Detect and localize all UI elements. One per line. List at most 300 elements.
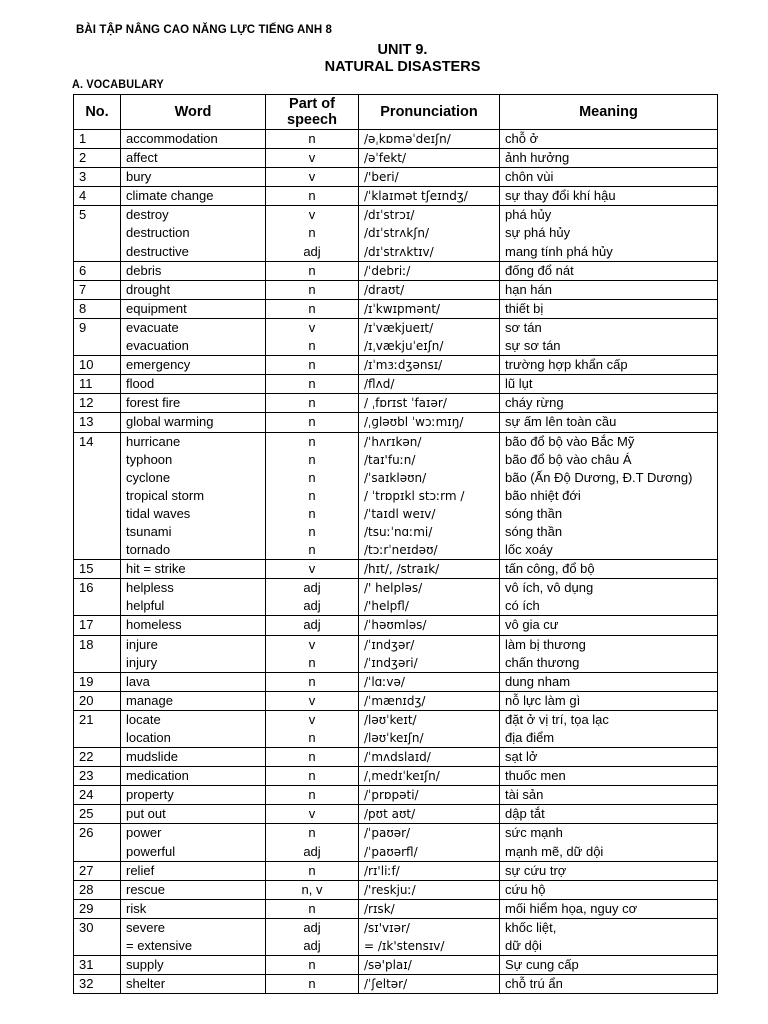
word-cell <box>121 861 266 880</box>
pos-line: adj <box>303 598 321 614</box>
word-cell <box>121 130 266 149</box>
pronunciation-cell <box>359 767 500 786</box>
pronunciation-cell <box>359 168 500 187</box>
pronunciation-cell <box>359 432 500 560</box>
meaning-cell <box>500 975 718 994</box>
word-cell <box>121 748 266 767</box>
pronunciation-line: /taɪ'fuːn/ <box>364 452 416 467</box>
table-row <box>74 805 718 824</box>
pronunciation-cell <box>359 149 500 168</box>
pos-line: n <box>308 414 316 430</box>
pronunciation-cell <box>359 880 500 899</box>
pos-line: v <box>308 150 316 166</box>
pronunciation-line: /ɪˈkwɪpmənt/ <box>364 301 441 316</box>
word-line: helpful <box>126 598 165 614</box>
meaning-cell <box>500 168 718 187</box>
pronunciation-line: /' helpləs/ <box>364 581 423 596</box>
pronunciation-cell <box>359 824 500 861</box>
word-cell <box>121 767 266 786</box>
meaning-line: tài sản <box>505 787 544 803</box>
part-of-speech-cell <box>266 356 359 375</box>
word-line: tropical storm <box>126 487 205 503</box>
part-of-speech-cell <box>266 375 359 394</box>
word-line: tsunami <box>126 523 172 539</box>
word-line: drought <box>126 281 171 297</box>
pronunciation-line: /rɪ'liːf/ <box>364 863 400 878</box>
pronunciation-line: /ˌɡləʊbl ˈwɔːmɪŋ/ <box>364 415 464 430</box>
word-line: climate change <box>126 188 214 204</box>
table-row <box>74 149 718 168</box>
pronunciation-line: /ˈhəʊmləs/ <box>364 618 427 633</box>
pos-line: n <box>308 433 316 449</box>
part-of-speech-cell <box>266 918 359 955</box>
row-number-cell: 13 <box>74 413 121 432</box>
pronunciation-line: = /ɪk'stensɪv/ <box>364 939 445 954</box>
word-line: powerful <box>126 843 176 859</box>
header-pronunciation: Pronunciation <box>359 95 500 130</box>
pronunciation-line: /sɪ'vɪər/ <box>364 920 410 935</box>
word-line: equipment <box>126 300 187 316</box>
row-number-cell: 18 <box>74 635 121 672</box>
meaning-cell <box>500 206 718 261</box>
word-cell <box>121 579 266 616</box>
pos-line: adj <box>303 843 321 859</box>
word-line: accommodation <box>126 131 218 146</box>
meaning-line: thiết bị <box>505 300 544 316</box>
meaning-line: bão (Ấn Độ Dương, Đ.T Dương) <box>505 469 693 485</box>
word-cell <box>121 824 266 861</box>
meaning-line: bão nhiệt đới <box>505 487 581 503</box>
meaning-line: mạnh mẽ, dữ dội <box>505 843 604 859</box>
word-cell <box>121 616 266 635</box>
part-of-speech-cell <box>266 767 359 786</box>
pos-line: n <box>308 542 316 558</box>
meaning-line: vô gia cư <box>505 617 559 633</box>
word-line: supply <box>126 957 164 973</box>
pos-line: n <box>308 395 316 411</box>
pronunciation-line: /ɪˌvækjuˈeɪʃn/ <box>364 339 444 354</box>
pronunciation-cell <box>359 805 500 824</box>
meaning-line: dung nham <box>505 673 571 689</box>
header-meaning: Meaning <box>500 95 718 130</box>
part-of-speech-cell <box>266 149 359 168</box>
pos-line: n <box>308 900 316 916</box>
row-number-cell: 29 <box>74 899 121 918</box>
word-line: risk <box>126 900 147 916</box>
row-number-cell: 8 <box>74 299 121 318</box>
pos-line: v <box>308 636 316 652</box>
pronunciation-line: /əˈfekt/ <box>364 151 407 166</box>
part-of-speech-cell <box>266 299 359 318</box>
meaning-cell <box>500 432 718 560</box>
pronunciation-cell <box>359 956 500 975</box>
part-of-speech-cell <box>266 168 359 187</box>
meaning-line: cứu hộ <box>505 881 546 897</box>
pronunciation-line: /ˈɪndʒəri/ <box>364 655 418 670</box>
pronunciation-line: / ˈtrɒpɪkl stɔːrm / <box>364 488 465 503</box>
word-line: global warming <box>126 414 214 430</box>
row-number-cell: 1 <box>74 130 121 149</box>
meaning-line: sóng thần <box>505 505 563 521</box>
table-row <box>74 767 718 786</box>
pos-line: n, v <box>301 881 323 897</box>
part-of-speech-cell <box>266 394 359 413</box>
pos-line: n <box>308 673 316 689</box>
word-cell <box>121 299 266 318</box>
meaning-cell <box>500 356 718 375</box>
meaning-cell <box>500 880 718 899</box>
word-line: forest fire <box>126 395 181 411</box>
row-number-cell: 5 <box>74 206 121 261</box>
word-cell <box>121 280 266 299</box>
meaning-line: trường hợp khẩn cấp <box>505 357 628 373</box>
pos-line: v <box>308 169 316 185</box>
meaning-line: ảnh hưởng <box>505 150 570 166</box>
word-line: = extensive <box>126 938 193 954</box>
part-of-speech-cell <box>266 691 359 710</box>
meaning-line: tấn công, đổ bộ <box>505 561 595 577</box>
word-cell <box>121 318 266 355</box>
pos-line: n <box>308 300 316 316</box>
pos-line: n <box>308 225 316 241</box>
pos-line: adj <box>303 919 321 935</box>
table-row <box>74 413 718 432</box>
word-cell <box>121 899 266 918</box>
pos-line: n <box>308 976 316 992</box>
part-of-speech-cell <box>266 786 359 805</box>
pronunciation-cell <box>359 375 500 394</box>
meaning-line: sơ tán <box>505 319 542 335</box>
row-number-cell: 25 <box>74 805 121 824</box>
word-line: manage <box>126 692 173 708</box>
word-line: property <box>126 787 174 803</box>
pos-line: v <box>308 319 316 335</box>
meaning-line: địa điểm <box>505 730 555 745</box>
word-cell <box>121 786 266 805</box>
pos-line: n <box>308 957 316 973</box>
row-number-cell: 31 <box>74 956 121 975</box>
part-of-speech-cell <box>266 261 359 280</box>
pronunciation-line: /dɪˈstrʌktɪv/ <box>364 244 434 259</box>
part-of-speech-cell <box>266 748 359 767</box>
meaning-line: sạt lở <box>505 749 538 765</box>
part-of-speech-cell <box>266 710 359 747</box>
meaning-cell <box>500 956 718 975</box>
pronunciation-line: /ˈmʌdslaɪd/ <box>364 750 431 765</box>
pronunciation-cell <box>359 616 500 635</box>
pronunciation-line: /hɪt/, /straɪk/ <box>364 562 440 577</box>
meaning-cell <box>500 635 718 672</box>
table-row <box>74 975 718 994</box>
pronunciation-cell <box>359 748 500 767</box>
meaning-cell <box>500 616 718 635</box>
table-body <box>74 130 718 994</box>
pronunciation-line: /dɪˈstrʌkʃn/ <box>364 226 430 241</box>
pronunciation-line: /əˌkɒməˈdeɪʃn/ <box>364 132 451 146</box>
meaning-line: hạn hán <box>505 281 552 297</box>
part-of-speech-cell <box>266 880 359 899</box>
table-row <box>74 786 718 805</box>
row-number-cell: 14 <box>74 432 121 560</box>
word-line: relief <box>126 862 155 878</box>
meaning-cell <box>500 299 718 318</box>
part-of-speech-cell <box>266 616 359 635</box>
row-number-cell: 27 <box>74 861 121 880</box>
pos-line: n <box>308 451 316 467</box>
pronunciation-line: /ˈdebriː/ <box>364 263 411 278</box>
word-cell <box>121 261 266 280</box>
word-cell <box>121 672 266 691</box>
table-row <box>74 206 718 261</box>
pronunciation-line: /ɪˈvækjueɪt/ <box>364 320 434 335</box>
header-pos-line2: speech <box>287 112 337 128</box>
table-row <box>74 956 718 975</box>
pos-line: v <box>308 561 316 577</box>
row-number-cell: 26 <box>74 824 121 861</box>
pos-line: n <box>308 469 316 485</box>
word-cell <box>121 394 266 413</box>
pronunciation-line: /rɪsk/ <box>364 901 395 916</box>
pos-line: n <box>308 825 316 841</box>
row-number-cell: 3 <box>74 168 121 187</box>
table-row <box>74 187 718 206</box>
meaning-cell <box>500 805 718 824</box>
row-number-cell: 16 <box>74 579 121 616</box>
word-line: evacuation <box>126 338 189 354</box>
pronunciation-cell <box>359 130 500 149</box>
meaning-cell <box>500 149 718 168</box>
pronunciation-line: /tɔːrˈneɪdəʊ/ <box>364 543 438 558</box>
row-number-cell: 24 <box>74 786 121 805</box>
pos-line: v <box>308 806 316 822</box>
word-cell <box>121 691 266 710</box>
header-part-of-speech <box>266 95 359 130</box>
meaning-line: đống đổ nát <box>505 262 574 278</box>
part-of-speech-cell <box>266 206 359 261</box>
meaning-line: chấn thương <box>505 654 580 670</box>
table-row <box>74 918 718 955</box>
word-cell <box>121 168 266 187</box>
meaning-cell <box>500 899 718 918</box>
row-number-cell: 12 <box>74 394 121 413</box>
part-of-speech-cell <box>266 861 359 880</box>
table-row <box>74 899 718 918</box>
pos-line: v <box>308 711 316 727</box>
meaning-cell <box>500 748 718 767</box>
part-of-speech-cell <box>266 635 359 672</box>
header-word: Word <box>121 95 266 130</box>
table-row <box>74 616 718 635</box>
meaning-line: sóng thần <box>505 523 563 539</box>
pronunciation-cell <box>359 187 500 206</box>
part-of-speech-cell <box>266 975 359 994</box>
table-row <box>74 748 718 767</box>
meaning-line: sự phá hủy <box>505 225 571 241</box>
word-line: rescue <box>126 881 166 897</box>
pos-line: n <box>308 338 316 354</box>
row-number-cell: 10 <box>74 356 121 375</box>
part-of-speech-cell <box>266 824 359 861</box>
pos-line: n <box>308 523 316 539</box>
pronunciation-cell <box>359 786 500 805</box>
pronunciation-cell <box>359 899 500 918</box>
meaning-cell <box>500 786 718 805</box>
word-line: tornado <box>126 542 171 558</box>
header-pos-line1: Part of <box>289 96 335 112</box>
unit-title-block <box>0 42 768 76</box>
meaning-cell <box>500 824 718 861</box>
meaning-line: sức mạnh <box>505 825 563 841</box>
table-row <box>74 560 718 579</box>
meaning-cell <box>500 918 718 955</box>
meaning-line: chôn vùi <box>505 169 554 185</box>
meaning-line: chỗ trú ẩn <box>505 976 563 992</box>
meaning-line: bão đổ bộ vào Bắc Mỹ <box>505 433 635 449</box>
meaning-cell <box>500 375 718 394</box>
pronunciation-cell <box>359 356 500 375</box>
meaning-cell <box>500 187 718 206</box>
word-cell <box>121 356 266 375</box>
pronunciation-line: /ˈsaɪkləʊn/ <box>364 470 427 485</box>
word-cell <box>121 149 266 168</box>
pronunciation-line: /dɪˈstrɔɪ/ <box>364 208 415 223</box>
table-row <box>74 432 718 560</box>
table-header-row <box>74 95 718 130</box>
meaning-line: khốc liệt, <box>505 919 557 935</box>
pronunciation-line: /tsuːˈnɑːmi/ <box>364 524 433 539</box>
pronunciation-cell <box>359 394 500 413</box>
word-line: tidal waves <box>126 505 191 521</box>
pronunciation-line: /ˈʃeltər/ <box>364 977 408 992</box>
table-row <box>74 710 718 747</box>
pos-line: n <box>308 281 316 297</box>
pronunciation-cell <box>359 299 500 318</box>
word-cell <box>121 918 266 955</box>
word-line: destruction <box>126 225 190 241</box>
row-number-cell: 2 <box>74 149 121 168</box>
meaning-line: phá hủy <box>505 207 552 223</box>
word-cell <box>121 187 266 206</box>
meaning-cell <box>500 394 718 413</box>
section-title: A. VOCABULARY <box>72 77 164 91</box>
pronunciation-line: /ˈtaɪdl weɪv/ <box>364 506 436 521</box>
pronunciation-line: /ˈhʌrɪkən/ <box>364 434 422 449</box>
meaning-cell <box>500 861 718 880</box>
row-number-cell: 4 <box>74 187 121 206</box>
document-header: BÀI TẬP NÂNG CAO NĂNG LỰC TIẾNG ANH 8 <box>76 24 333 36</box>
meaning-cell <box>500 413 718 432</box>
table-row <box>74 375 718 394</box>
table-row <box>74 861 718 880</box>
pronunciation-line: /ˈprɒpəti/ <box>364 788 419 803</box>
meaning-line: mối hiểm họa, nguy cơ <box>505 900 638 916</box>
word-line: medication <box>126 768 189 784</box>
part-of-speech-cell <box>266 805 359 824</box>
row-number-cell: 15 <box>74 560 121 579</box>
pos-line: n <box>308 730 316 745</box>
word-line: bury <box>126 169 152 185</box>
pronunciation-line: /ˈpaʊərfl/ <box>364 844 418 859</box>
word-line: lava <box>126 673 150 689</box>
table-row <box>74 168 718 187</box>
word-line: homeless <box>126 617 182 633</box>
table-row <box>74 280 718 299</box>
word-cell <box>121 805 266 824</box>
vocabulary-table <box>73 94 718 994</box>
pronunciation-cell <box>359 318 500 355</box>
pronunciation-line: /flʌd/ <box>364 377 395 392</box>
part-of-speech-cell <box>266 899 359 918</box>
word-line: debris <box>126 262 162 278</box>
pos-line: n <box>308 262 316 278</box>
meaning-cell <box>500 710 718 747</box>
table-row <box>74 261 718 280</box>
pronunciation-line: /draʊt/ <box>364 282 405 297</box>
word-line: destroy <box>126 207 169 223</box>
table-row <box>74 579 718 616</box>
pronunciation-line: /pʊt aʊt/ <box>364 807 416 822</box>
table-row <box>74 635 718 672</box>
word-line: put out <box>126 806 166 822</box>
pos-line: adj <box>303 580 321 596</box>
part-of-speech-cell <box>266 672 359 691</box>
part-of-speech-cell <box>266 130 359 149</box>
meaning-cell <box>500 767 718 786</box>
word-line: location <box>126 730 171 745</box>
pronunciation-line: /ɪˈmɜːdʒənsɪ/ <box>364 358 443 373</box>
word-cell <box>121 432 266 560</box>
row-number-cell: 6 <box>74 261 121 280</box>
word-line: typhoon <box>126 451 173 467</box>
meaning-line: lũ lụt <box>505 376 533 392</box>
word-line: mudslide <box>126 749 179 765</box>
pos-line: n <box>308 654 316 670</box>
meaning-line: sự cứu trợ <box>505 862 567 878</box>
pos-line: n <box>308 862 316 878</box>
row-number-cell: 11 <box>74 375 121 394</box>
pronunciation-cell <box>359 710 500 747</box>
table-row <box>74 299 718 318</box>
meaning-line: cháy rừng <box>505 395 564 411</box>
table-row <box>74 691 718 710</box>
row-number-cell: 23 <box>74 767 121 786</box>
pronunciation-line: /ˈmænɪdʒ/ <box>364 693 426 708</box>
part-of-speech-cell <box>266 280 359 299</box>
row-number-cell: 7 <box>74 280 121 299</box>
word-line: evacuate <box>126 319 179 335</box>
pos-line: n <box>308 749 316 765</box>
word-line: injury <box>126 654 158 670</box>
word-line: locate <box>126 711 161 727</box>
table-row <box>74 672 718 691</box>
pos-line: n <box>308 505 316 521</box>
meaning-line: thuốc men <box>505 768 566 784</box>
row-number-cell: 17 <box>74 616 121 635</box>
row-number-cell: 9 <box>74 318 121 355</box>
table-row <box>74 824 718 861</box>
part-of-speech-cell <box>266 187 359 206</box>
row-number-cell: 28 <box>74 880 121 899</box>
meaning-line: mang tính phá hủy <box>505 243 613 259</box>
table-row <box>74 356 718 375</box>
pronunciation-cell <box>359 280 500 299</box>
word-line: severe <box>126 919 166 935</box>
pronunciation-cell <box>359 560 500 579</box>
pronunciation-cell <box>359 691 500 710</box>
unit-subtitle: NATURAL DISASTERS <box>324 59 481 75</box>
pos-line: adj <box>303 938 321 954</box>
word-cell <box>121 635 266 672</box>
